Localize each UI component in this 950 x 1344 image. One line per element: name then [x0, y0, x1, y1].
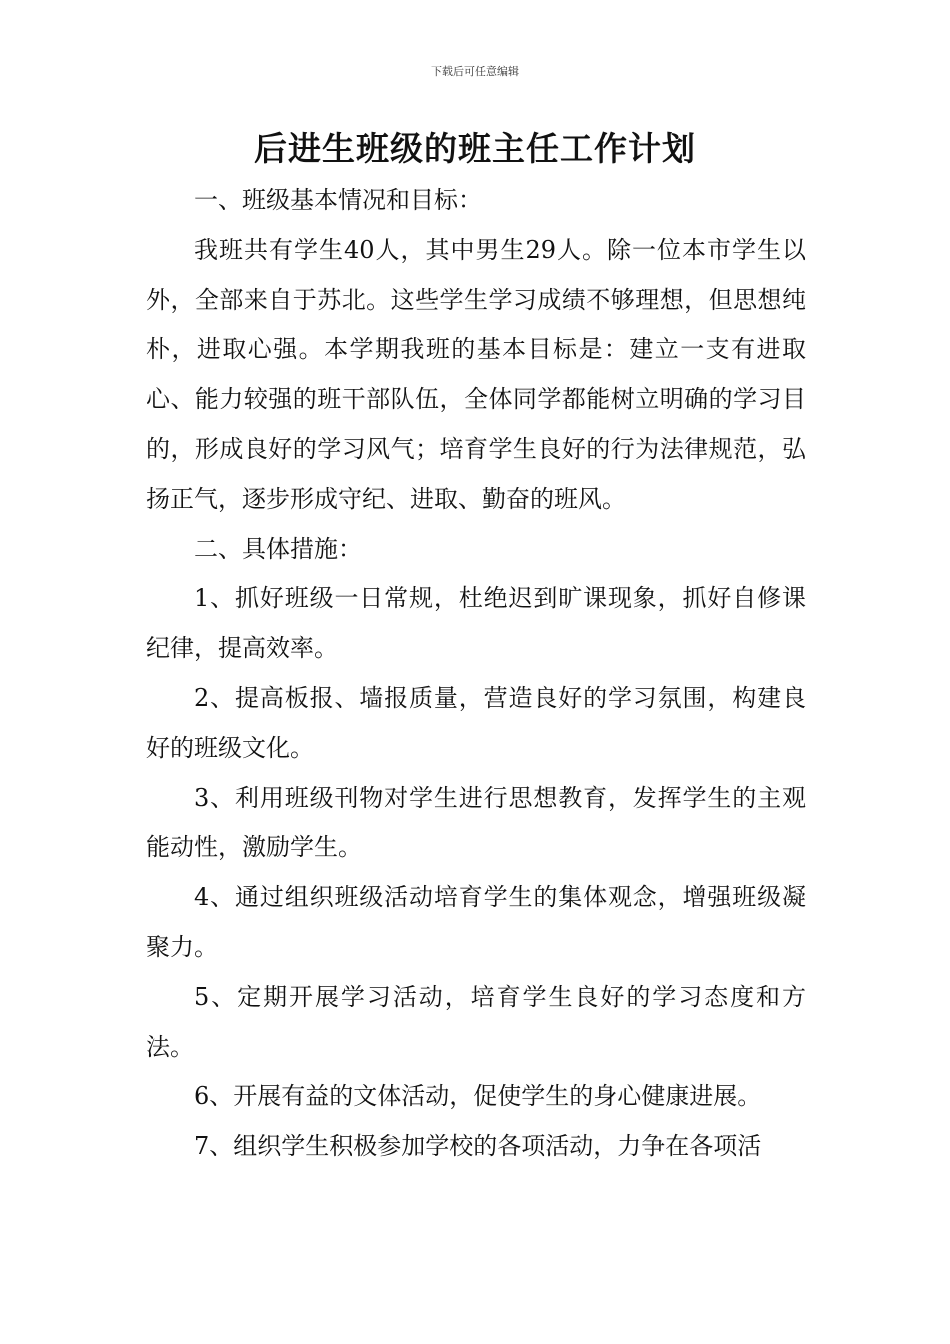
measure-item-3: 3、利用班级刊物对学生进行思想教育，发挥学生的主观能动性，激励学生。: [146, 783, 806, 862]
section-heading-basic-situation: 一、班级基本情况和目标：: [194, 186, 482, 214]
measure-item-2: 2、提高板报、墙报质量，营造良好的学习氛围，构建良好的班级文化。: [146, 683, 806, 762]
measure-item-1: 1、抓好班级一日常规，杜绝迟到旷课现象，抓好自修课纪律，提高效率。: [146, 584, 806, 663]
section-heading-measures: 二、具体措施：: [194, 534, 362, 563]
measure-item-5: 5、定期开展学习活动，培育学生良好的学习态度和方法。: [146, 982, 806, 1061]
measure-item-4: 4、通过组织班级活动培育学生的集体观念，增强班级凝聚力。: [146, 883, 806, 961]
document-title: 后进生班级的班主任工作计划: [254, 129, 696, 168]
header-note: 下载后可任意编辑: [431, 65, 519, 78]
paragraph-class-overview: 我班共有学生40人，其中男生29人。除一位本市学生以外，全部来自于苏北。这些学生学习成绩不够理想，但思想纯朴，进取心强。本学期我班的基本目标是：建立一支有进取心、能力较强的班干部队伍，全体同学都能树立明确的学习目的，形成良好的学习风气；培育学生良好的行为法律规范，弘扬正气，逐步形成守纪、进取、勤奋的班风。: [146, 235, 806, 513]
document-body: [146, 176, 806, 1172]
measure-item-6: 6、开展有益的文体活动，促使学生的身心健康进展。: [194, 1082, 762, 1111]
measure-item-7: 7、组织学生积极参加学校的各项活动，力争在各项活: [194, 1132, 762, 1161]
